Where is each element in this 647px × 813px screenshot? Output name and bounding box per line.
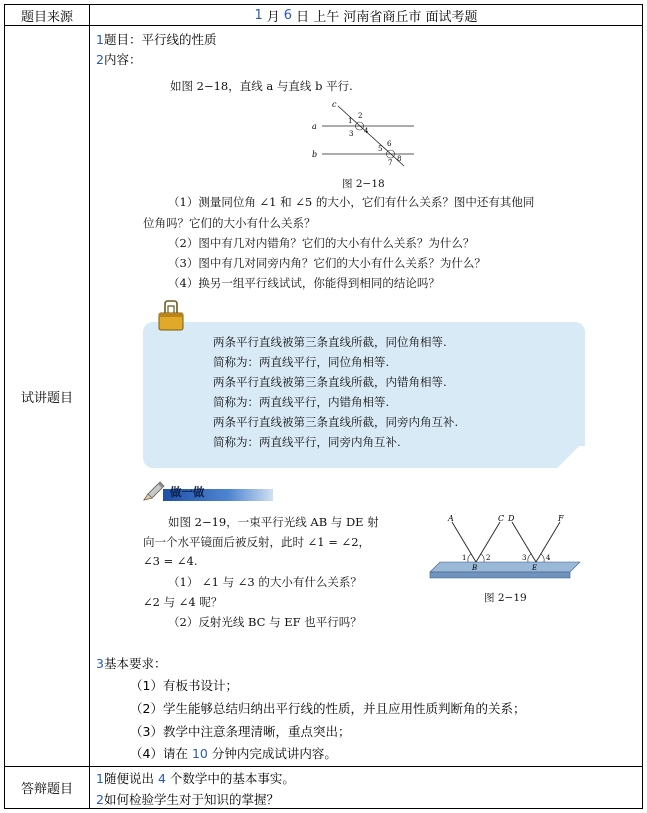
defense-q1-pre: 随便说出 — [103, 771, 158, 786]
figure-2-19-caption: 图 2−19 — [484, 592, 527, 604]
requirements-number: 3 — [96, 656, 104, 671]
table-border-right — [642, 4, 643, 809]
label-angle-7: 7 — [388, 159, 393, 167]
summary-box-folded-corner — [551, 446, 585, 468]
label-a: a — [312, 122, 317, 131]
requirement-3-text: （3）教学中注意条理清晰，重点突出； — [130, 724, 351, 739]
defense-q1-count: 4 — [157, 771, 166, 786]
label-ang-1: 1 — [462, 554, 467, 562]
label-angle-4: 4 — [364, 127, 369, 135]
binder-clip-icon — [156, 300, 186, 332]
title-day-number: 6 — [283, 7, 293, 23]
title-rest: 日 上午 河南省商丘市 面试考题 — [296, 9, 478, 25]
requirement-4-pre: （4）请在 — [130, 746, 192, 761]
requirement-1 — [130, 676, 238, 694]
table-row-divider-1 — [4, 25, 643, 26]
requirement-4 — [130, 744, 337, 762]
defense-q1-post: 个数学中的基本事实。 — [165, 771, 295, 786]
activity-line-3: ∠3 = ∠4. — [143, 554, 198, 568]
label-angle-6: 6 — [387, 140, 392, 148]
line-c — [338, 106, 404, 166]
trial-label-text: 试讲题目 — [20, 390, 73, 406]
requirement-2 — [130, 699, 525, 717]
question-1b: 位角吗？它们的大小有什么关系？ — [143, 216, 316, 230]
activity-line-1: 如图 2−19，一束平行光线 AB 与 DE 射 — [168, 515, 379, 529]
label-E: E — [532, 564, 538, 572]
label-angle-1: 1 — [348, 117, 353, 125]
activity-title: 做一做 — [170, 485, 205, 499]
label-angle-3: 3 — [349, 130, 354, 138]
question-4: （4）换另一组平行线试试，你能得到相同的结论吗？ — [168, 276, 440, 290]
requirements-title — [96, 654, 166, 672]
label-ang-2: 2 — [486, 554, 491, 562]
requirement-1-text: （1）有板书设计； — [130, 678, 238, 693]
label-c: c — [332, 100, 337, 109]
content-line — [96, 50, 141, 68]
source-label-text: 题目来源 — [20, 9, 73, 25]
topic-text: 题目：平行线的性质 — [103, 32, 217, 47]
defense-question-2 — [96, 790, 279, 808]
label-C: C — [498, 514, 505, 523]
defense-question-1 — [96, 769, 295, 787]
table-col-divider — [89, 4, 90, 809]
label-B: B — [472, 564, 478, 572]
label-D: D — [508, 514, 515, 523]
source-label — [5, 5, 89, 25]
content-number: 2 — [96, 52, 104, 67]
rule-line-3: 两条平行直线被第三条直线所截，内错角相等. — [213, 375, 447, 389]
rule-line-4: 简称为：两直线平行，内错角相等. — [213, 395, 390, 409]
mirror-edge — [430, 572, 570, 578]
question-3: （3）图中有几对同旁内角？它们的大小有什么关系？为什么？ — [168, 256, 486, 270]
activity-line-5: ∠2 与 ∠4 呢？ — [143, 595, 223, 609]
trial-label — [5, 26, 89, 766]
requirement-4-post: 分钟内完成试讲内容。 — [207, 746, 337, 761]
requirement-4-minutes: 10 — [191, 746, 208, 761]
label-angle-5: 5 — [378, 145, 383, 153]
activity-line-4: （1） ∠1 与 ∠3 的大小有什么关系？ — [168, 575, 362, 589]
mirror-surface — [430, 562, 580, 572]
question-2: （2）图中有几对内错角？它们的大小有什么关系？为什么？ — [168, 236, 475, 250]
table-row-divider-2 — [4, 766, 643, 767]
content-text: 内容： — [103, 52, 142, 67]
figure-2-19 — [420, 512, 590, 588]
requirement-3 — [130, 722, 350, 740]
rule-line-6: 简称为：两直线平行，同旁内角互补. — [213, 435, 401, 449]
label-angle-8: 8 — [397, 155, 402, 163]
exam-title — [90, 5, 642, 25]
title-month-number: 1 — [254, 7, 263, 23]
topic-line — [96, 30, 216, 48]
topic-number: 1 — [96, 32, 104, 47]
defense-q2-text: 如何检验学生对于知识的掌握？ — [103, 792, 279, 807]
defense-label — [5, 767, 89, 808]
activity-line-6: （2）反射光线 BC 与 EF 也平行吗？ — [168, 615, 362, 629]
requirements-title-text: 基本要求： — [103, 656, 167, 671]
label-ang-3: 3 — [522, 554, 527, 562]
figure-2-18 — [308, 100, 428, 170]
rule-line-2: 简称为：两直线平行，同位角相等. — [213, 355, 390, 369]
title-month-char: 月 — [266, 9, 280, 25]
defense-q2-number: 2 — [96, 792, 104, 807]
label-b: b — [312, 150, 318, 159]
activity-line-2: 向一个水平镜面后被反射，此时 ∠1 = ∠2， — [143, 535, 371, 549]
defense-q1-number: 1 — [96, 771, 104, 786]
table-border-bottom — [4, 808, 643, 809]
question-1a: （1）测量同位角 ∠1 和 ∠5 的大小，它们有什么关系？图中还有其他同 — [168, 195, 535, 209]
label-angle-2: 2 — [358, 112, 363, 120]
book-intro: 如图 2−18，直线 a 与直线 b 平行. — [170, 79, 353, 93]
label-ang-4: 4 — [546, 554, 551, 562]
label-A: A — [448, 514, 454, 523]
figure-2-18-caption: 图 2−18 — [342, 178, 385, 190]
rule-line-1: 两条平行直线被第三条直线所截，同位角相等. — [213, 335, 447, 349]
label-F: F — [558, 514, 564, 523]
rule-line-5: 两条平行直线被第三条直线所截，同旁内角互补. — [213, 415, 459, 429]
defense-label-text: 答辩题目 — [20, 782, 73, 797]
requirement-2-text: （2）学生能够总结归纳出平行线的性质，并且应用性质判断角的关系； — [130, 701, 526, 716]
